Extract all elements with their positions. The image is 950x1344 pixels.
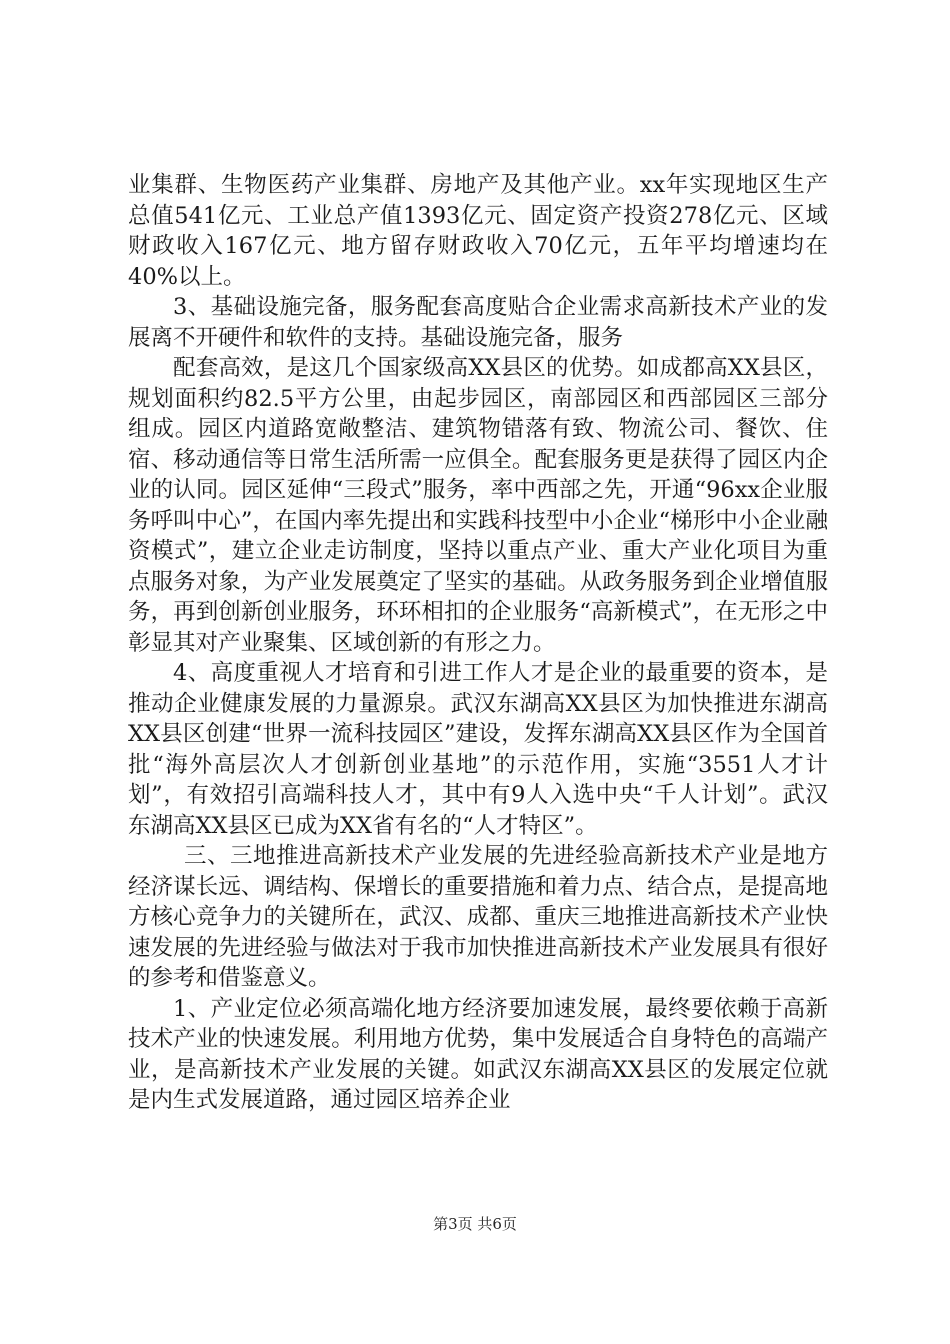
page-number-footer: 第3页 共6页 — [433, 1215, 517, 1233]
paragraph-section-3: 3、基础设施完备，服务配套高度贴合企业需求高新技术产业的发展离不开硬件和软件的支持。基础设施完备，服务 — [128, 294, 828, 351]
document-body — [128, 170, 828, 1116]
paragraph-section-4: 4、高度重视人才培育和引进工作人才是企业的最重要的资本，是推动企业健康发展的力量源泉。武汉东湖高XX县区为加快推进东湖高XX县区创建“世界一流科技园区”建设，发挥东湖高XX县区作为全国首批“海外高层次人才创新创业基地”的示范作用，实施“3551人才计划”，有效招引高端科技人才，其中有9人入选中央“千人计划”。武汉东湖高XX县区已成为XX省有名的“人才特区”。 — [128, 660, 828, 839]
paragraph-item-1: 1、产业定位必须高端化地方经济要加速发展，最终要依赖于高新技术产业的快速发展。利用地方优势，集中发展适合自身特色的高端产业，是高新技术产业发展的关键。如武汉东湖高XX县区的发展定位就是内生式发展道路，通过园区培养企业 — [128, 995, 828, 1113]
paragraph-continued: 业集群、生物医药产业集群、房地产及其他产业。xx年实现地区生产总值541亿元、工业总产值1393亿元、固定资产投资278亿元、区域财政收入167亿元、地方留存财政收入70亿元，五年平均增速均在40%以上。 — [128, 172, 828, 290]
paragraph-part-3: 三、三地推进高新技术产业发展的先进经验高新技术产业是地方经济谋长远、调结构、保增长的重要措施和着力点、结合点，是提高地方核心竞争力的关键所在，武汉、成都、重庆三地推进高新技术产业快速发展的先进经验与做法对于我市加快推进高新技术产业发展具有很好的参考和借鉴意义。 — [128, 843, 828, 991]
paragraph-section-3-cont: 配套高效，是这几个国家级高XX县区的优势。如成都高XX县区，规划面积约82.5平方公里，由起步园区，南部园区和西部园区三部分组成。园区内道路宽敞整洁、建筑物错落有致、物流公司、餐饮、住宿、移动通信等日常生活所需一应俱全。配套服务更是获得了园区内企业的认同。园区延伸“三段式”服务，率中西部之先，开通“96xx企业服务呼叫中心”，在国内率先提出和实践科技型中小企业“梯形中小企业融资模式”，建立企业走访制度，坚持以重点产业、重大产业化项目为重点服务对象，为产业发展奠定了坚实的基础。从政务服务到企业增值服务，再到创新创业服务，环环相扣的企业服务“高新模式”，在无形之中彰显其对产业聚集、区域创新的有形之力。 — [128, 355, 828, 656]
